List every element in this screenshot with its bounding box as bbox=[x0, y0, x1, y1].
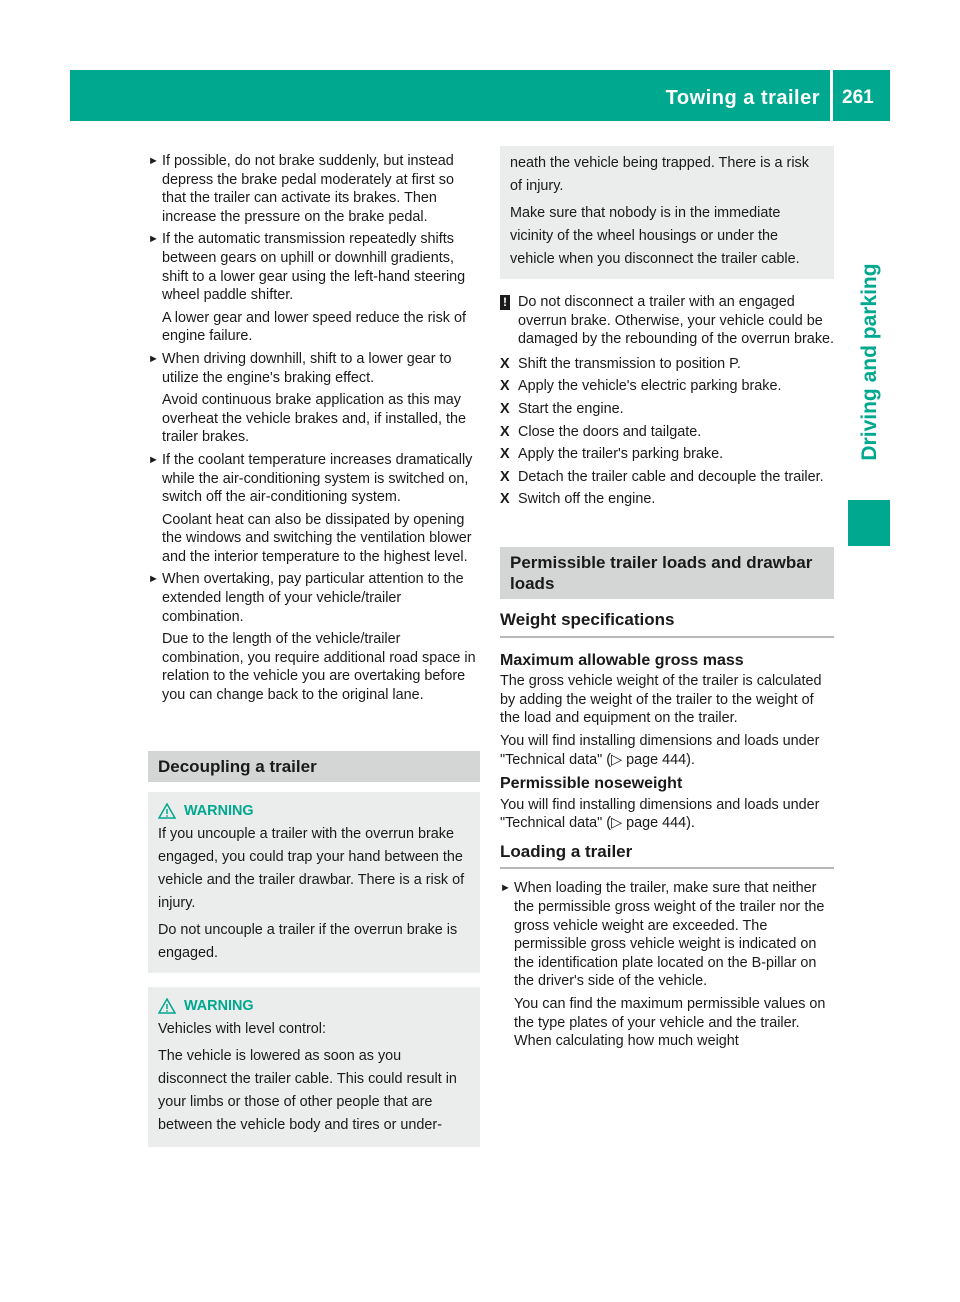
section-heading-permissible: Permissible trailer loads and drawbar loads bbox=[500, 547, 834, 599]
warning-text: If you uncouple a trailer with the overrun brake engaged, you could trap your hand between the vehicle and the trailer drawbar. There is a risk of injury. bbox=[158, 825, 465, 911]
warning-text: The vehicle is lowered as soon as you disconnect the trailer cable. This could result in your limbs or those of other people that are between the vehicle body and tires or under- bbox=[158, 1047, 457, 1133]
side-marker bbox=[848, 500, 890, 546]
notice-icon: ! bbox=[500, 295, 510, 310]
notice bbox=[500, 293, 834, 349]
warning-label: WARNING bbox=[184, 802, 254, 819]
step-text: Apply the trailer's parking brake. bbox=[518, 446, 724, 463]
paragraph: You will find installing dimensions and loads under "Technical data" (▷ page 444). bbox=[500, 796, 820, 832]
bullet-icon: ► bbox=[500, 882, 511, 895]
step-text: Detach the trailer cable and decouple the trailer. bbox=[518, 468, 824, 485]
list-item-text: When overtaking, pay particular attention to the extended length of your vehicle/trailer combination. bbox=[162, 571, 464, 625]
warning-text: Vehicles with level control: bbox=[158, 1020, 326, 1037]
warning-box-continued bbox=[500, 146, 834, 279]
list-item-text: If the coolant temperature increases dramatically while the air-conditioning system is switched on, switch off the air-conditioning system. bbox=[162, 451, 473, 506]
bullet-icon: ► bbox=[148, 352, 159, 365]
list-item-text: Avoid continuous brake application as this may overheat the vehicle brakes and, if installed, the trailer brakes. bbox=[162, 392, 466, 446]
bullet-icon: ► bbox=[148, 155, 159, 167]
step-arrow-icon: X bbox=[500, 355, 510, 372]
step-text: Switch off the engine. bbox=[518, 491, 656, 508]
step-arrow-icon: X bbox=[500, 468, 510, 485]
side-tab bbox=[848, 250, 890, 490]
warning-text: Make sure that nobody is in the immediate vicinity of the wheel housings or under the vehicle when you disconnect the trailer cable. bbox=[510, 205, 800, 267]
heading-noseweight: Permissible noseweight bbox=[500, 775, 683, 793]
header-title: Towing a trailer bbox=[665, 87, 820, 109]
step-arrow-icon: X bbox=[500, 378, 510, 395]
bullet-icon: ► bbox=[148, 573, 159, 586]
step-arrow-icon: X bbox=[500, 446, 510, 463]
heading-weight-specifications: Weight specifications bbox=[500, 611, 834, 638]
list-item bbox=[148, 570, 480, 704]
header-divider bbox=[830, 70, 833, 121]
step-item bbox=[500, 468, 834, 487]
step-text: Shift the transmission to position P. bbox=[518, 355, 741, 372]
warning-box-2 bbox=[148, 987, 480, 1147]
warning-label: WARNING bbox=[184, 997, 254, 1014]
paragraph: You will find installing dimensions and loads under "Technical data" (▷ page 444). bbox=[500, 732, 820, 768]
list-item bbox=[148, 350, 480, 447]
step-item bbox=[500, 355, 834, 374]
right-column bbox=[500, 152, 834, 1051]
list-item bbox=[148, 230, 480, 346]
step-arrow-icon: X bbox=[500, 400, 510, 417]
step-text: Start the engine. bbox=[518, 400, 624, 417]
list-item-text: Due to the length of the vehicle/trailer combination, you require additional road space in relation to the vehicle you are overtaking before you can change back to the original lane. bbox=[162, 631, 476, 704]
list-item-text: When driving downhill, shift to a lower gear to utilize the engine's braking effect. bbox=[162, 350, 452, 386]
step-item bbox=[500, 445, 834, 464]
list-item-text: You can find the maximum permissible values on the type plates of your vehicle and the trailer. When calculating how much weight bbox=[514, 996, 826, 1050]
bullet-icon: ► bbox=[148, 453, 159, 466]
heading-loading-trailer: Loading a trailer bbox=[500, 843, 834, 870]
side-tab-label: Driving and parking bbox=[858, 263, 881, 461]
list-item-text: When loading the trailer, make sure that neither the permissible gross weight of the trailer nor the gross vehicle weight are exceeded. The permissible gross vehicle weight is indicated on the identification plate located on the B-pillar on the driver's side of the vehicle. bbox=[514, 880, 825, 990]
warning-box-1 bbox=[148, 792, 480, 973]
warning-header bbox=[158, 995, 470, 1018]
list-item bbox=[500, 879, 834, 1050]
paragraph: The gross vehicle weight of the trailer is calculated by adding the weight of the trailer to the weight of the load and equipment on the trailer. bbox=[500, 673, 822, 727]
step-item bbox=[500, 423, 834, 442]
step-item bbox=[500, 400, 834, 419]
list-item-text: Coolant heat can also be dissipated by opening the windows and switching the ventilation blower and the interior temperature to the highest level. bbox=[162, 511, 472, 565]
step-list bbox=[500, 355, 834, 509]
page-number: 261 bbox=[842, 87, 874, 108]
step-arrow-icon: X bbox=[500, 423, 510, 440]
section-heading-decoupling: Decoupling a trailer bbox=[148, 751, 480, 782]
step-item bbox=[500, 377, 834, 396]
page-header bbox=[70, 70, 890, 121]
warning-icon bbox=[158, 803, 176, 819]
warning-text: Do not uncouple a trailer if the overrun brake is engaged. bbox=[158, 921, 458, 961]
step-arrow-icon: X bbox=[500, 491, 510, 508]
warning-icon bbox=[158, 998, 176, 1014]
step-text: Apply the vehicle's electric parking brake. bbox=[518, 378, 782, 395]
list-item bbox=[148, 152, 480, 226]
list-item bbox=[148, 451, 480, 567]
list-item-text: A lower gear and lower speed reduce the risk of engine failure. bbox=[162, 309, 466, 345]
left-column bbox=[148, 152, 480, 1147]
warning-text: neath the vehicle being trapped. There is a risk of injury. bbox=[510, 155, 809, 194]
step-text: Close the doors and tailgate. bbox=[518, 423, 702, 440]
heading-max-gross-mass: Maximum allowable gross mass bbox=[500, 651, 744, 669]
list-item-text: If possible, do not brake suddenly, but instead depress the brake pedal moderately at first so that the trailer can activate its brakes. Then increase the pressure on the brake pedal. bbox=[162, 153, 454, 225]
left-bullet-list bbox=[148, 152, 480, 705]
step-item bbox=[500, 490, 834, 509]
bullet-icon: ► bbox=[148, 233, 159, 246]
list-item-text: If the automatic transmission repeatedly shifts between gears on uphill or downhill gradients, shift to a lower gear using the left-hand steering wheel paddle shifter. bbox=[162, 231, 466, 304]
warning-header bbox=[158, 800, 470, 823]
notice-text: Do not disconnect a trailer with an engaged overrun brake. Otherwise, your vehicle could be damaged by the rebounding of the overrun brake. bbox=[518, 294, 835, 348]
